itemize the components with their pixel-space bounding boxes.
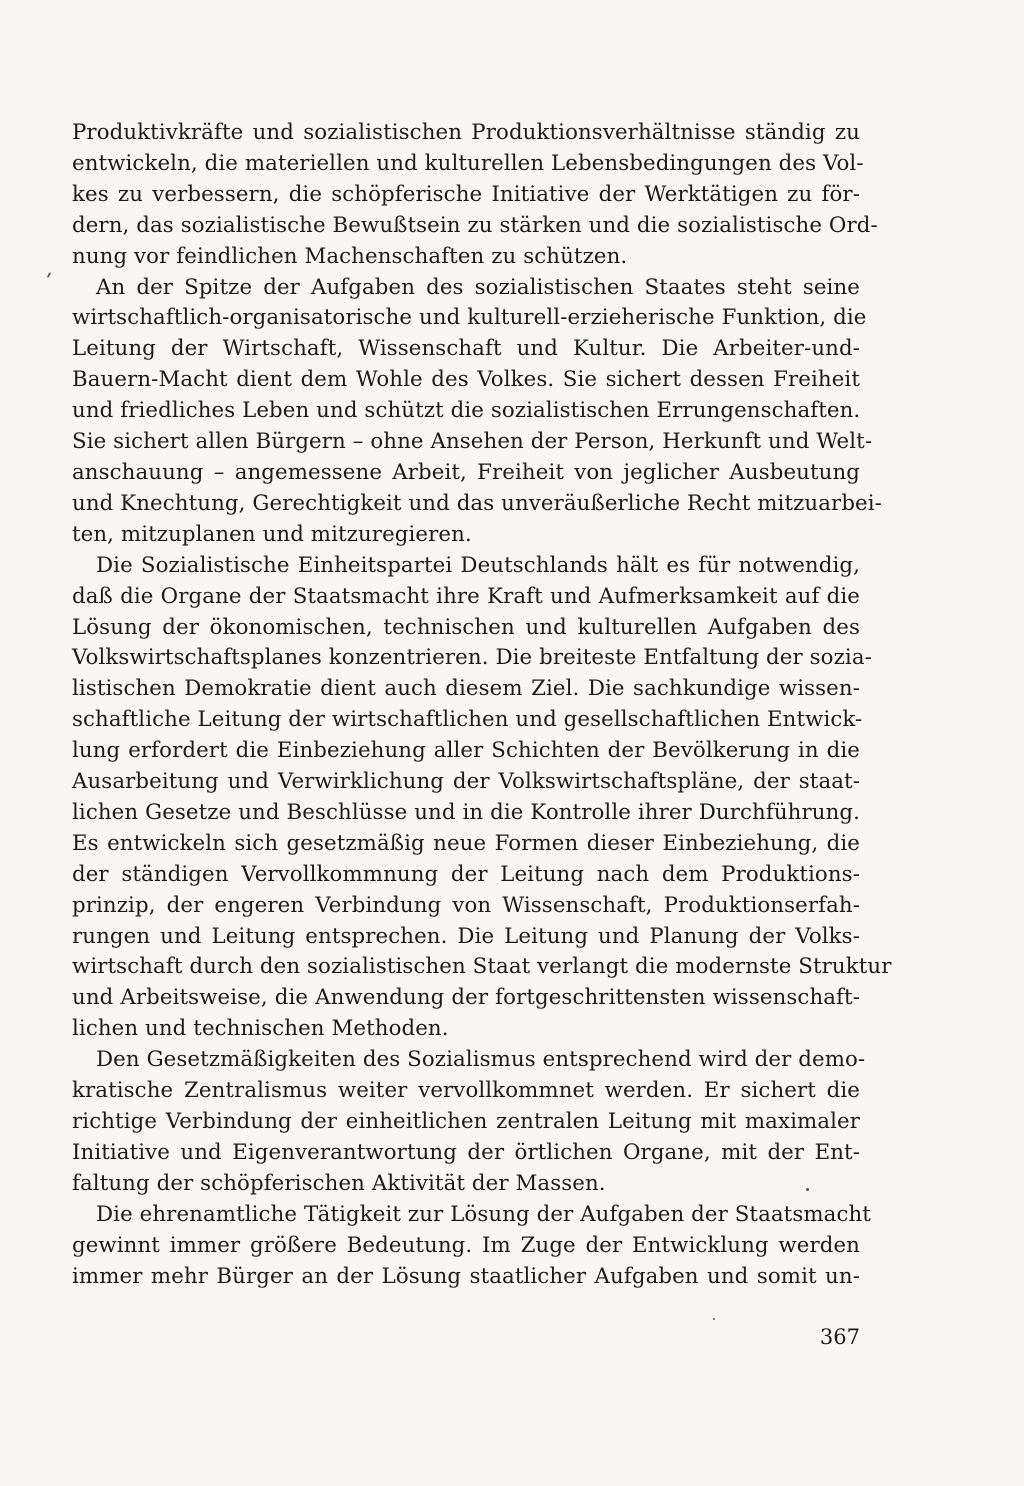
text-line: nung vor feindlichen Machenschaften zu schützen. [72,243,628,269]
ink-speck [806,1188,809,1191]
text-line: Bauern-Macht dient dem Wohle des Volkes. Sie sichert dessen Freiheit [72,367,860,393]
text-line: richtige Verbindung der einheitlichen zentralen Leitung mit maximaler [72,1109,860,1134]
text-line: lichen und technischen Methoden. [72,1016,449,1042]
text-line: Den Gesetzmäßigkeiten des Sozialismus entsprechend wird der demo- [96,1047,866,1073]
text-line: Es entwickeln sich gesetzmäßig neue Formen dieser Einbeziehung, die [72,830,860,856]
text-line: Die Sozialistische Einheitspartei Deutschlands hält es für notwendig, [96,552,860,578]
text-line: Volkswirtschaftsplanes konzentrieren. Die breiteste Entfaltung der sozia- [72,645,872,671]
text-line: Leitung der Wirtschaft, Wissenschaft und Kultur. Die Arbeiter-und- [72,336,860,362]
paragraph [72,273,882,551]
text-line: listischen Demokratie dient auch diesem Ziel. Die sachkundige wissen- [72,676,860,702]
text-line: gewinnt immer größere Bedeutung. Im Zuge der Entwicklung werden [72,1232,860,1258]
text-line: wirtschaftlich-organisatorische und kulturell-erzieherische Funktion, die [72,305,867,331]
text-line: lung erfordert die Einbeziehung aller Schichten der Bevölkerung in die [72,738,860,764]
text-line: kratische Zentralismus weiter vervollkommnet werden. Er sichert die [72,1078,860,1104]
text-line: Die ehrenamtliche Tätigkeit zur Lösung der Aufgaben der Staatsmacht [96,1201,871,1227]
paragraph [72,1045,866,1200]
text-line: und Knechtung, Gerechtigkeit und das unveräußerliche Recht mitzuarbei- [72,490,882,516]
text-line: Lösung der ökonomischen, technischen und kulturellen Aufgaben des [72,614,860,640]
text-line: anschauung – angemessene Arbeit, Freiheit von jeglicher Ausbeutung [72,459,860,485]
text-line: dern, das sozialistische Bewußtsein zu stärken und die sozialistische Ord- [72,212,878,238]
text-line: Ausarbeitung und Verwirklichung der Volkswirtschaftspläne, der staat- [72,769,860,795]
page-number: 367 [819,1325,860,1349]
paragraph [72,551,892,1046]
text-line: Sie sichert allen Bürgern – ohne Ansehen der Person, Herkunft und Welt- [72,429,873,455]
paragraph [72,118,878,273]
text-line: ten, mitzuplanen und mitzuregieren. [72,521,472,547]
ink-speck [713,1318,715,1320]
paragraph [72,1200,871,1293]
text-line: faltung der schöpferischen Aktivität der Massen. [72,1170,606,1196]
text-line: der ständigen Vervollkommnung der Leitung nach dem Produktions- [72,861,860,887]
text-line: immer mehr Bürger an der Lösung staatlicher Aufgaben und somit un- [72,1263,860,1289]
text-line: An der Spitze der Aufgaben des sozialistischen Staates steht seine [96,274,860,300]
text-line: lichen Gesetze und Beschlüsse und in die Kontrolle ihrer Durchführung. [72,799,860,825]
text-line: wirtschaft durch den sozialistischen Staat verlangt die modernste Struktur [72,954,892,980]
text-line: prinzip, der engeren Verbindung von Wissenschaft, Produktionserfah- [72,892,860,918]
text-line: und Arbeitsweise, die Anwendung der fortgeschrittensten wissenschaft- [72,985,860,1011]
text-line: Initiative und Eigenverantwortung der örtlichen Organe, mit der Ent- [72,1139,860,1165]
text-line: Produktivkräfte und sozialistischen Produktionsverhältnisse ständig zu [72,120,860,145]
body-text [72,118,892,1292]
ink-speck [47,272,52,278]
text-line: kes zu verbessern, die schöpferische Initiative der Werktätigen zu för- [72,181,860,207]
text-line: und friedliches Leben und schützt die sozialistischen Errungenschaften. [72,398,861,424]
text-line: schaftliche Leitung der wirtschaftlichen und gesellschaftlichen Entwick- [72,707,863,733]
text-line: rungen und Leitung entsprechen. Die Leitung und Planung der Volks- [72,923,860,949]
text-line: entwickeln, die materiellen und kulturellen Lebensbedingungen des Vol- [72,150,864,176]
text-line: daß die Organe der Staatsmacht ihre Kraft und Aufmerksamkeit auf die [72,583,860,609]
